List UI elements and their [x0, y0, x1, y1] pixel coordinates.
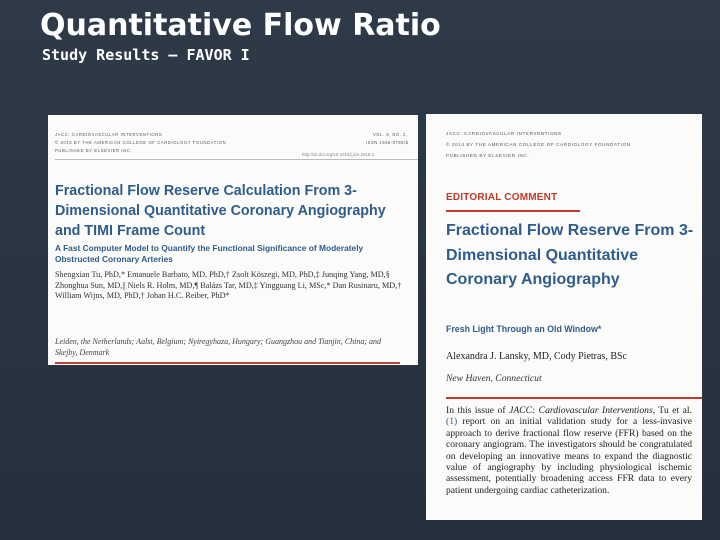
article-affiliation: Leiden, the Netherlands; Aalst, Belgium; Nyiregyhaza, Hungary; Guangzhou and Tianjin, China; and Skejby, Denmark — [55, 337, 381, 357]
body-rest: report on an initial validation study for a less-invasive approach to derive fractional flow reserve (FFR) based on the coronary angiogram. The investigators should be congratulated on developing an innovative means to expand the diagnostic value of angiography by including physiological ischemic assessment, potentially broadening access FFR data to every patient undergoing cardiac catheterization. — [446, 416, 692, 496]
journal-name: JACC: CARDIOVASCULAR INTERVENTIONS — [446, 131, 562, 136]
doi-line: http://dx.doi.org/10.1016/j.jcin.2015.1 — [302, 152, 375, 157]
editorial-page-right — [426, 114, 702, 520]
slide-title: Quantitative Flow Ratio — [40, 8, 441, 43]
editorial-body — [446, 405, 692, 496]
body-reference: (1) — [446, 416, 458, 428]
publisher-line: PUBLISHED BY ELSEVIER INC. — [446, 153, 530, 158]
volume-line: VOL. 9, NO. 2, — [373, 132, 408, 137]
article-subtitle: A Fast Computer Model to Quantify the Functional Significance of Moderately Obstructed Coronary Arteries — [55, 243, 364, 264]
article-title: Fractional Flow Reserve Calculation From 3-Dimensional Quantitative Coronary Angiography and TIMI Frame Count — [55, 183, 386, 239]
body-intro: In this issue of — [446, 405, 510, 416]
journal-name: JACC: CARDIOVASCULAR INTERVENTIONS — [55, 132, 163, 137]
header-divider — [55, 159, 418, 160]
article-authors: Shengxian Tu, PhD,* Emanuele Barbato, MD, PhD,† Zsolt Köszegi, MD, PhD,‡ Junqing Yang, MD,§ Zhonghua Sun, MD,|| Niels R. Holm, MD,¶ Balázs Tar, MD,‡ Yingguang Li, MSc,* Dan Rusinaru, MD,† William Wijns, MD, PhD,† Johan H.C. Reiber, PhD* — [55, 270, 402, 300]
slide-subtitle: Study Results – FAVOR I — [42, 46, 250, 64]
copyright-line: © 2016 BY THE AMERICAN COLLEGE OF CARDIOLOGY FOUNDATION — [55, 140, 227, 145]
editorial-label: EDITORIAL COMMENT — [446, 192, 558, 203]
editorial-subtitle: Fresh Light Through an Old Window* — [446, 324, 602, 334]
article-page-left — [48, 115, 418, 365]
publisher-line: PUBLISHED BY ELSEVIER INC. — [55, 148, 133, 153]
editorial-affiliation: New Haven, Connecticut — [446, 373, 542, 384]
editorial-divider — [446, 210, 580, 212]
bottom-divider — [55, 362, 400, 364]
body-mid: , Tu et al. — [652, 405, 692, 416]
body-divider — [446, 397, 702, 399]
copyright-line: © 2014 BY THE AMERICAN COLLEGE OF CARDIOLOGY FOUNDATION — [446, 142, 631, 147]
editorial-title: Fractional Flow Reserve From 3-Dimensional Quantitative Coronary Angiography — [446, 222, 694, 288]
body-journal: JACC: Cardiovascular Interventions — [509, 405, 653, 416]
editorial-authors: Alexandra J. Lansky, MD, Cody Pietras, BSc — [446, 351, 627, 362]
issn-line: ISSN 1936-8798/$ — [366, 140, 409, 145]
